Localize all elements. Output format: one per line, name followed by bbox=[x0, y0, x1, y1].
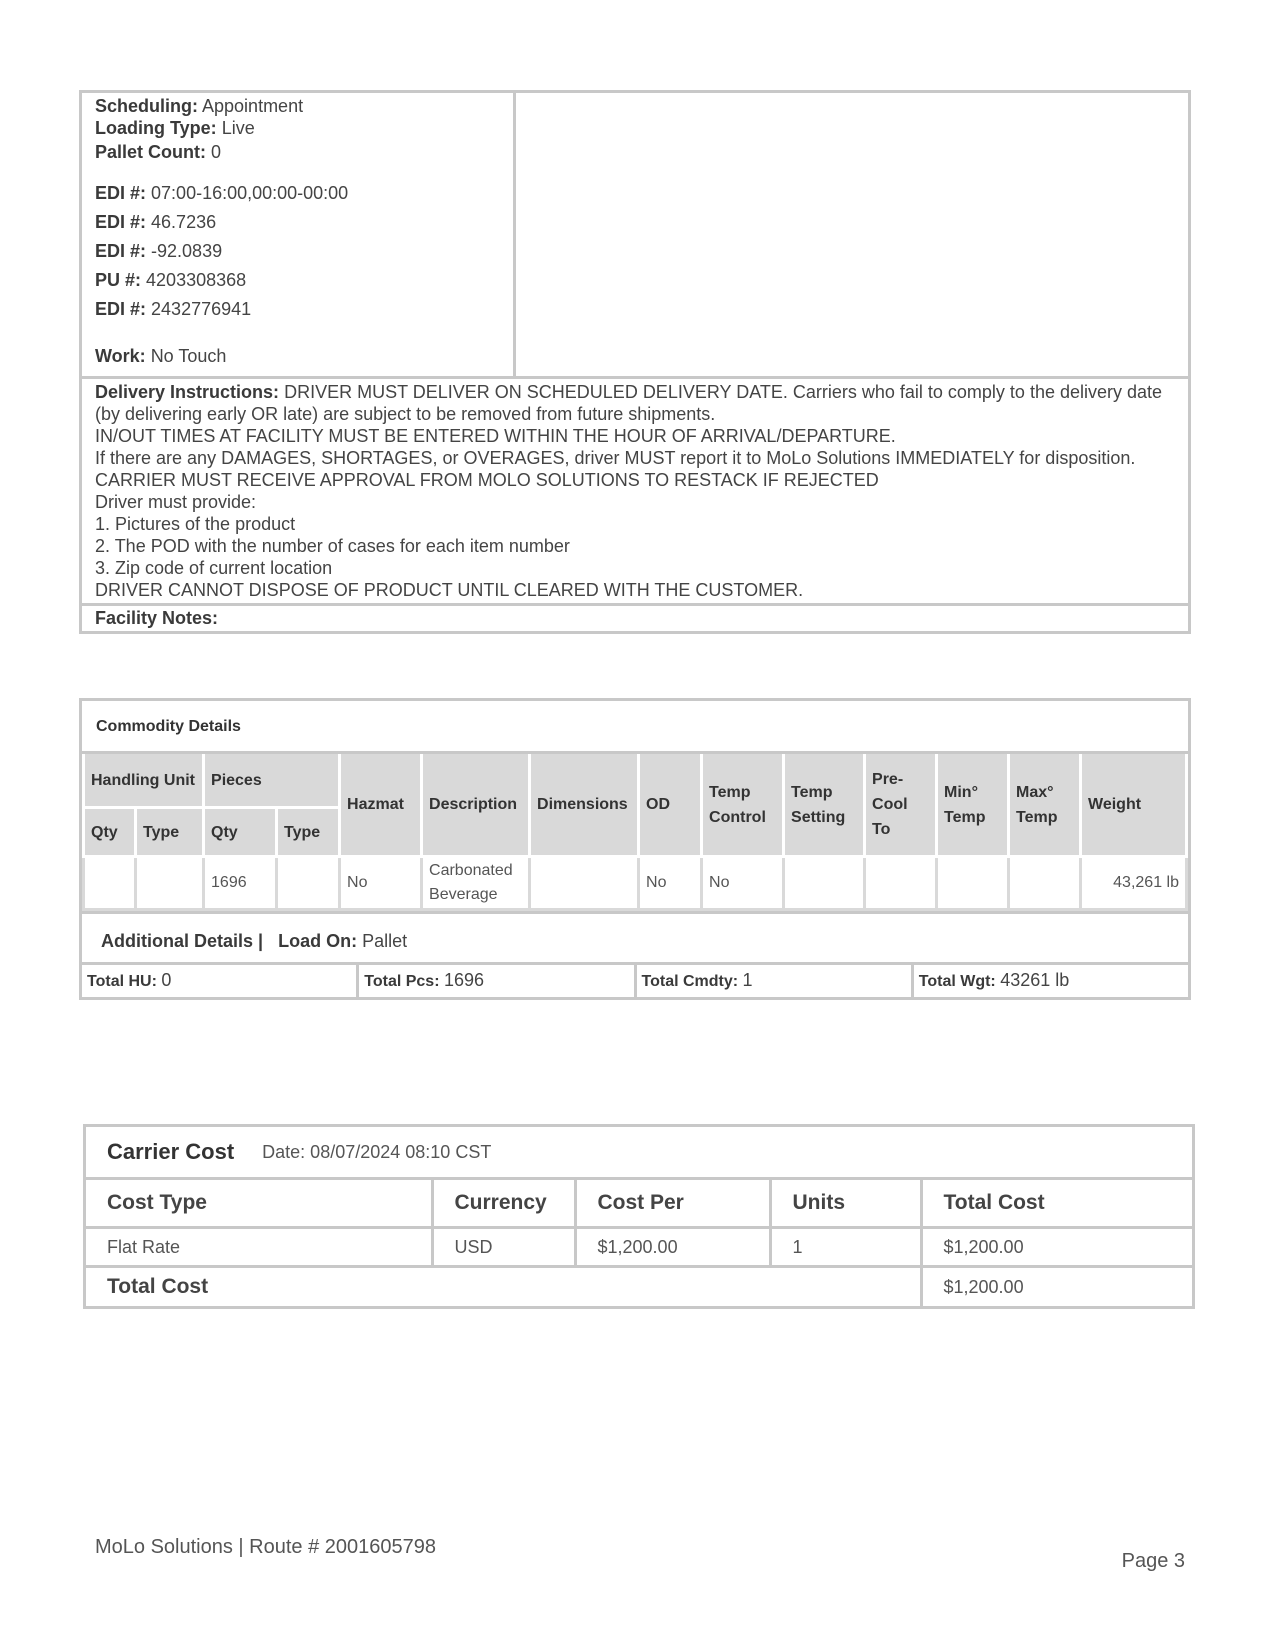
total-wgt bbox=[914, 965, 1188, 997]
total-hu-value: 0 bbox=[161, 970, 172, 990]
delivery-line: Driver must provide: bbox=[95, 492, 257, 512]
total-pcs bbox=[359, 965, 636, 997]
col-min-temp: Min° Temp bbox=[937, 754, 1009, 857]
col-pieces: Pieces bbox=[204, 754, 340, 808]
col-description: Description bbox=[422, 754, 530, 857]
col-hu-qty: Qty bbox=[84, 808, 136, 857]
load-on-value: Pallet bbox=[362, 931, 408, 951]
reference-row bbox=[95, 179, 500, 208]
carrier-total-value: $1,200.00 bbox=[921, 1267, 1192, 1307]
col-currency: Currency bbox=[432, 1180, 575, 1228]
col-hu-type: Type bbox=[136, 808, 204, 857]
col-temp-setting: Temp Setting bbox=[784, 754, 865, 857]
stop-empty-panel bbox=[516, 93, 1188, 376]
carrier-cost-header-row bbox=[86, 1180, 1192, 1228]
cell-dimensions bbox=[530, 857, 639, 910]
delivery-line: If there are any DAMAGES, SHORTAGES, or OVERAGES, driver MUST report it to MoLo Solutions IMMEDIATELY for disposition. bbox=[95, 448, 1136, 468]
cell-cost-per: $1,200.00 bbox=[575, 1228, 770, 1267]
reference-value: -92.0839 bbox=[151, 241, 223, 261]
cell-hu-type bbox=[136, 857, 204, 910]
carrier-cost bbox=[83, 1124, 1195, 1309]
scheduling-row bbox=[95, 95, 500, 117]
reference-value: 4203308368 bbox=[146, 270, 247, 290]
reference-label: EDI #: bbox=[95, 299, 147, 319]
delivery-line: CARRIER MUST RECEIVE APPROVAL FROM MOLO SOLUTIONS TO RESTACK IF REJECTED bbox=[95, 470, 879, 490]
stop-details-top bbox=[82, 93, 1188, 379]
col-handling-unit: Handling Unit bbox=[84, 754, 204, 808]
stop-details-box bbox=[79, 90, 1191, 634]
load-on-label: Load On: bbox=[278, 931, 358, 951]
reference-value: 2432776941 bbox=[151, 299, 252, 319]
additional-details bbox=[82, 911, 1188, 965]
total-wgt-value: 43261 lb bbox=[1000, 970, 1070, 990]
cell-total-cost: $1,200.00 bbox=[921, 1228, 1192, 1267]
carrier-cost-header bbox=[86, 1127, 1192, 1180]
carrier-cost-date: Date: 08/07/2024 08:10 CST bbox=[262, 1141, 492, 1162]
delivery-line: IN/OUT TIMES AT FACILITY MUST BE ENTERED WITHIN THE HOUR OF ARRIVAL/DEPARTURE. bbox=[95, 426, 896, 446]
col-weight: Weight bbox=[1081, 754, 1187, 857]
col-pc-type: Type bbox=[277, 808, 340, 857]
cell-max-temp bbox=[1009, 857, 1081, 910]
col-cost-per: Cost Per bbox=[575, 1180, 770, 1228]
pallet-count-value: 0 bbox=[211, 142, 222, 162]
reference-value: 07:00-16:00,00:00-00:00 bbox=[151, 183, 349, 203]
additional-details-label: Additional Details | bbox=[101, 931, 264, 951]
col-cost-type: Cost Type bbox=[86, 1180, 432, 1228]
cell-cost-type: Flat Rate bbox=[86, 1228, 432, 1267]
cell-pre-cool bbox=[865, 857, 937, 910]
work-label: Work: bbox=[95, 346, 146, 366]
loading-type-label: Loading Type: bbox=[95, 118, 217, 138]
delivery-line: 2. The POD with the number of cases for each item number bbox=[95, 536, 570, 556]
footer-route: MoLo Solutions | Route # 2001605798 bbox=[95, 1536, 437, 1558]
carrier-cost-title: Carrier Cost bbox=[107, 1139, 235, 1164]
reference-row bbox=[95, 266, 500, 295]
facility-notes-label: Facility Notes: bbox=[95, 608, 219, 628]
col-od: OD bbox=[639, 754, 702, 857]
commodity-details bbox=[79, 698, 1191, 1000]
reference-label: EDI #: bbox=[95, 183, 147, 203]
cell-pc-qty: 1696 bbox=[204, 857, 277, 910]
col-units: Units bbox=[770, 1180, 921, 1228]
cell-hu-qty bbox=[84, 857, 136, 910]
cell-description: Carbonated Beverage bbox=[422, 857, 530, 910]
cell-units: 1 bbox=[770, 1228, 921, 1267]
delivery-line: Delivery Instructions: DRIVER MUST DELIVER ON SCHEDULED DELIVERY DATE. Carriers who fail to comply to the delivery date (by delivering early OR late) are subject to be removed from future shipments. bbox=[95, 382, 1168, 424]
pallet-count-row bbox=[95, 141, 500, 163]
delivery-line: 1. Pictures of the product bbox=[95, 514, 296, 534]
delivery-instructions bbox=[82, 379, 1188, 606]
total-hu-label: Total HU: bbox=[87, 973, 157, 990]
commodity-title: Commodity Details bbox=[82, 701, 1188, 754]
commodity-header-row bbox=[84, 754, 1187, 808]
scheduling-label: Scheduling: bbox=[95, 96, 198, 116]
reference-row bbox=[95, 208, 500, 237]
reference-label: PU #: bbox=[95, 270, 142, 290]
footer-page-number: Page 3 bbox=[1121, 1550, 1185, 1572]
cell-min-temp bbox=[937, 857, 1009, 910]
reference-row bbox=[95, 237, 500, 266]
reference-label: EDI #: bbox=[95, 212, 147, 232]
reference-label: EDI #: bbox=[95, 241, 147, 261]
stop-info-panel bbox=[82, 93, 516, 376]
loading-type-row bbox=[95, 117, 500, 139]
reference-list bbox=[95, 179, 500, 324]
col-temp-control: Temp Control bbox=[702, 754, 784, 857]
cell-od: No bbox=[639, 857, 702, 910]
work-row bbox=[95, 345, 500, 367]
total-cmdty bbox=[637, 965, 914, 997]
col-max-temp: Max° Temp bbox=[1009, 754, 1081, 857]
commodity-table bbox=[82, 754, 1188, 911]
col-dimensions: Dimensions bbox=[530, 754, 639, 857]
total-cmdty-value: 1 bbox=[742, 970, 753, 990]
pallet-count-label: Pallet Count: bbox=[95, 142, 206, 162]
total-cmdty-label: Total Cmdty: bbox=[641, 973, 739, 990]
carrier-total-row bbox=[86, 1267, 1192, 1307]
total-pcs-value: 1696 bbox=[443, 970, 485, 990]
cell-hazmat: No bbox=[340, 857, 422, 910]
delivery-line: DRIVER CANNOT DISPOSE OF PRODUCT UNTIL CLEARED WITH THE CUSTOMER. bbox=[95, 580, 804, 600]
table-row bbox=[84, 857, 1187, 910]
cell-currency: USD bbox=[432, 1228, 575, 1267]
col-hazmat: Hazmat bbox=[340, 754, 422, 857]
work-value: No Touch bbox=[150, 346, 227, 366]
col-pre-cool: Pre-Cool To bbox=[865, 754, 937, 857]
cell-temp-control: No bbox=[702, 857, 784, 910]
facility-notes bbox=[82, 606, 1188, 631]
scheduling-value: Appointment bbox=[202, 96, 304, 116]
carrier-cost-table bbox=[86, 1180, 1192, 1306]
delivery-line: 3. Zip code of current location bbox=[95, 558, 333, 578]
loading-type-value: Live bbox=[221, 118, 255, 138]
col-total-cost: Total Cost bbox=[921, 1180, 1192, 1228]
total-pcs-label: Total Pcs: bbox=[364, 973, 440, 990]
reference-row bbox=[95, 295, 500, 324]
commodity-totals bbox=[82, 965, 1188, 997]
cell-weight: 43,261 lb bbox=[1081, 857, 1187, 910]
delivery-label: Delivery Instructions: bbox=[95, 382, 280, 402]
total-wgt-label: Total Wgt: bbox=[918, 973, 996, 990]
total-hu bbox=[82, 965, 359, 997]
table-row bbox=[86, 1228, 1192, 1267]
reference-value: 46.7236 bbox=[151, 212, 217, 232]
cell-temp-setting bbox=[784, 857, 865, 910]
col-pc-qty: Qty bbox=[204, 808, 277, 857]
cell-pc-type bbox=[277, 857, 340, 910]
carrier-total-label: Total Cost bbox=[86, 1267, 921, 1307]
